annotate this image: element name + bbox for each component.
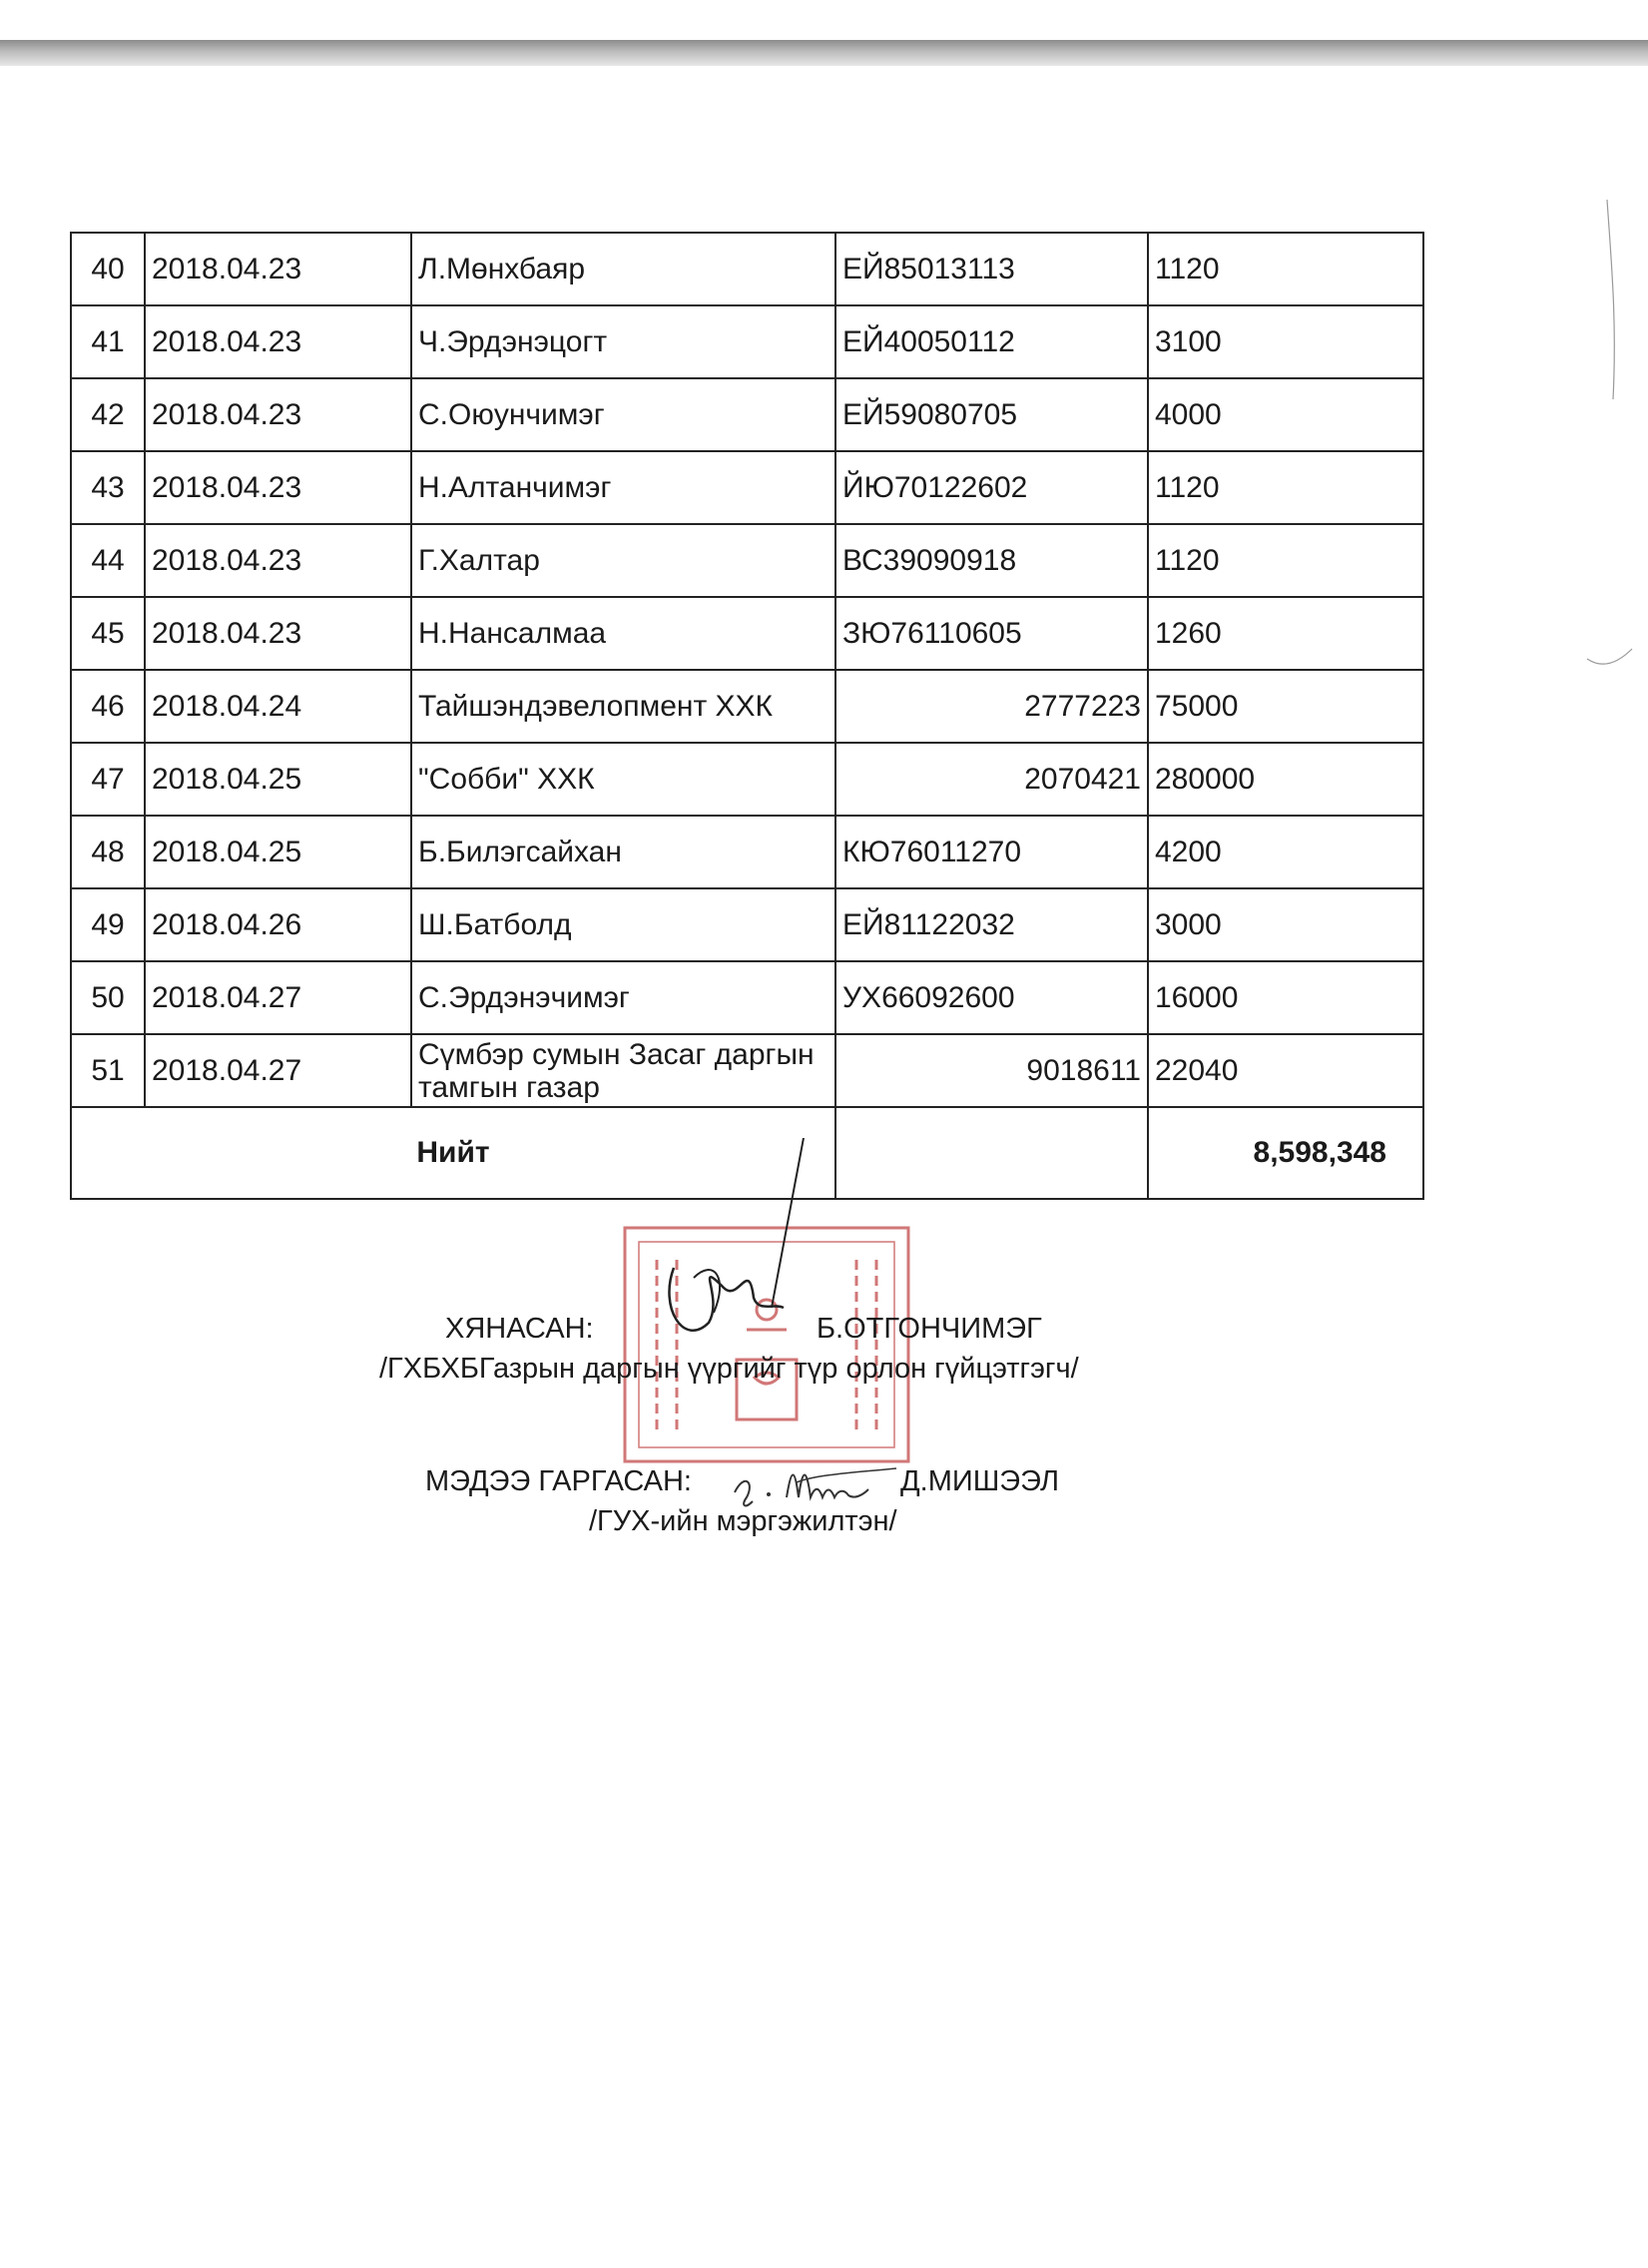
row-date: 2018.04.23 xyxy=(145,524,411,597)
row-date: 2018.04.23 xyxy=(145,378,411,451)
row-id: 2777223 xyxy=(835,670,1148,743)
table-row xyxy=(71,961,1423,1034)
row-name: Тайшэндэвелопмент ХХК xyxy=(411,670,835,743)
row-id: ЕЙ85013113 xyxy=(835,233,1148,305)
scan-mark-right xyxy=(1577,200,1637,699)
row-number: 43 xyxy=(71,451,145,524)
reviewer-name: Б.ОТГОНЧИМЭГ xyxy=(817,1313,1042,1345)
row-amount: 22040 xyxy=(1148,1034,1423,1107)
row-amount: 280000 xyxy=(1148,743,1423,816)
row-name: Г.Халтар xyxy=(411,524,835,597)
row-id: ЕЙ40050112 xyxy=(835,305,1148,378)
reporter-name: Д.МИШЭЭЛ xyxy=(900,1465,1060,1497)
row-id: КЮ76011270 xyxy=(835,816,1148,888)
row-amount: 4000 xyxy=(1148,378,1423,451)
row-name: Ш.Батболд xyxy=(411,888,835,961)
row-id: ЗЮ76110605 xyxy=(835,597,1148,670)
row-date: 2018.04.27 xyxy=(145,961,411,1034)
row-number: 44 xyxy=(71,524,145,597)
row-amount: 1120 xyxy=(1148,524,1423,597)
table-row xyxy=(71,743,1423,816)
table-row xyxy=(71,816,1423,888)
row-amount: 75000 xyxy=(1148,670,1423,743)
row-id: ЕЙ81122032 xyxy=(835,888,1148,961)
row-id: 2070421 xyxy=(835,743,1148,816)
scan-edge xyxy=(0,40,1648,66)
row-id: ВС39090918 xyxy=(835,524,1148,597)
row-date: 2018.04.23 xyxy=(145,597,411,670)
table-row xyxy=(71,378,1423,451)
reviewer-title: /ГХБХБГазрын даргын үүргийг түр орлон гүйцэтгэгч/ xyxy=(379,1353,1079,1385)
reporter-label: МЭДЭЭ ГАРГАСАН: xyxy=(425,1465,692,1497)
row-id: ЕЙ59080705 xyxy=(835,378,1148,451)
row-number: 49 xyxy=(71,888,145,961)
total-label: Нийт xyxy=(71,1107,835,1199)
row-number: 48 xyxy=(71,816,145,888)
table-row xyxy=(71,233,1423,305)
row-amount: 4200 xyxy=(1148,816,1423,888)
row-number: 46 xyxy=(71,670,145,743)
row-amount: 3000 xyxy=(1148,888,1423,961)
row-number: 51 xyxy=(71,1034,145,1107)
row-id: ЙЮ70122602 xyxy=(835,451,1148,524)
row-amount: 1260 xyxy=(1148,597,1423,670)
reviewer-label: ХЯНАСАН: xyxy=(445,1313,594,1345)
row-amount: 1120 xyxy=(1148,233,1423,305)
row-name: С.Оюунчимэг xyxy=(411,378,835,451)
row-number: 50 xyxy=(71,961,145,1034)
table-row xyxy=(71,597,1423,670)
row-name: "Собби" ХХК xyxy=(411,743,835,816)
row-name: Б.Билэгсайхан xyxy=(411,816,835,888)
row-number: 45 xyxy=(71,597,145,670)
row-number: 47 xyxy=(71,743,145,816)
row-number: 42 xyxy=(71,378,145,451)
row-number: 41 xyxy=(71,305,145,378)
row-number: 40 xyxy=(71,233,145,305)
row-date: 2018.04.25 xyxy=(145,816,411,888)
reporter-signature xyxy=(727,1452,906,1512)
row-name: Ч.Эрдэнэцогт xyxy=(411,305,835,378)
row-date: 2018.04.23 xyxy=(145,451,411,524)
table-row xyxy=(71,1034,1423,1107)
table-row xyxy=(71,305,1423,378)
reporter-title: /ГУХ-ийн мэргэжилтэн/ xyxy=(589,1505,897,1537)
table-body xyxy=(71,233,1423,1107)
row-name: Сүмбэр сумын Засаг даргын тамгын газар xyxy=(411,1034,835,1107)
row-amount: 16000 xyxy=(1148,961,1423,1034)
row-name: Н.Алтанчимэг xyxy=(411,451,835,524)
row-date: 2018.04.26 xyxy=(145,888,411,961)
row-amount: 3100 xyxy=(1148,305,1423,378)
table-row xyxy=(71,888,1423,961)
row-date: 2018.04.23 xyxy=(145,233,411,305)
table-row xyxy=(71,524,1423,597)
row-amount: 1120 xyxy=(1148,451,1423,524)
row-date: 2018.04.27 xyxy=(145,1034,411,1107)
table-row xyxy=(71,451,1423,524)
row-name: Л.Мөнхбаяр xyxy=(411,233,835,305)
row-date: 2018.04.24 xyxy=(145,670,411,743)
row-id: 9018611 xyxy=(835,1034,1148,1107)
total-empty-cell xyxy=(835,1107,1148,1199)
row-name: Н.Нансалмаа xyxy=(411,597,835,670)
table-row xyxy=(71,670,1423,743)
row-id: УХ66092600 xyxy=(835,961,1148,1034)
row-date: 2018.04.25 xyxy=(145,743,411,816)
row-date: 2018.04.23 xyxy=(145,305,411,378)
total-value: 8,598,348 xyxy=(1148,1107,1423,1199)
records-table xyxy=(70,232,1424,1200)
row-name: С.Эрдэнэчимэг xyxy=(411,961,835,1034)
